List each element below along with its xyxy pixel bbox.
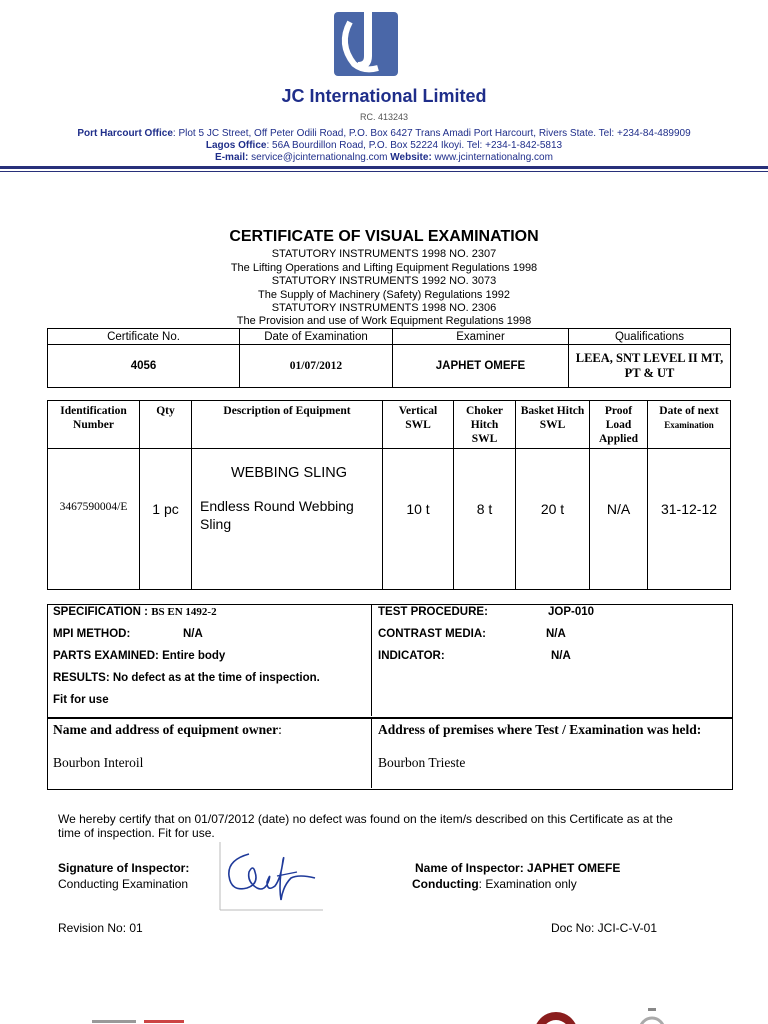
lagos-address: Lagos Office: 56A Bourdillon Road, P.O. Box 52224 Ikoyi. Tel: +234-1-842-5813: [205, 140, 563, 151]
regulation-line: The Lifting Operations and Lifting Equipment Regulations 1998: [230, 261, 538, 274]
owner-value: Bourbon Interoil: [53, 755, 144, 770]
accreditation-seal-icon: [632, 1006, 672, 1024]
certificate-title: CERTIFICATE OF VISUAL EXAMINATION: [229, 228, 539, 245]
contrast-media-label: CONTRAST MEDIA:: [378, 628, 486, 640]
qty-header: Qty: [140, 401, 192, 449]
cert-no-value: 4056: [48, 345, 240, 388]
description-value: [192, 449, 383, 590]
indicator-label: INDICATOR:: [378, 650, 445, 662]
vertical-swl-value: 10 t: [383, 449, 454, 590]
owner-divider: [371, 718, 372, 788]
regulation-line: STATUTORY INSTRUMENTS 1998 NO. 2306: [271, 302, 497, 314]
basket-swl-header: Basket Hitch SWL: [516, 401, 590, 449]
results-fit-for-use: Fit for use: [53, 694, 109, 706]
equipment-table: [47, 400, 731, 590]
specification-divider: [371, 604, 372, 716]
regulation-line: STATUTORY INSTRUMENTS 1998 NO. 2307: [271, 248, 497, 260]
regulation-line: STATUTORY INSTRUMENTS 1992 NO. 3073: [271, 275, 497, 287]
inspector-name: Name of Inspector: JAPHET OMEFE: [415, 861, 621, 875]
cert-no-header: Certificate No.: [48, 329, 240, 345]
qualifications-header: Qualifications: [569, 329, 731, 345]
examiner-header: Examiner: [393, 329, 569, 345]
company-name: JC International Limited: [281, 86, 487, 106]
regulation-line: The Provision and use of Work Equipment Regulations 1998: [236, 315, 532, 327]
equipment-description: Endless Round Webbing Sling: [200, 498, 354, 532]
inspector-signature: [219, 842, 323, 912]
indicator-value: N/A: [551, 650, 571, 662]
parts-examined: PARTS EXAMINED: Entire body: [53, 650, 226, 662]
results-line: RESULTS: No defect as at the time of inspection.: [53, 672, 320, 684]
choker-swl-header: Choker Hitch SWL: [454, 401, 516, 449]
revision-number: Revision No: 01: [58, 921, 143, 935]
header-rule-thick: [0, 166, 768, 169]
mpi-method-label: MPI METHOD:: [53, 628, 131, 640]
port-harcourt-address: Port Harcourt Office: Plot 5 JC Street, Off Peter Odili Road, P.O. Box 6427 Trans Amadi Port Harcourt, Rivers State. Tel: +234-84-489909: [77, 128, 691, 139]
certification-logo: [92, 1016, 188, 1024]
next-exam-header: Date of next Examination: [648, 401, 731, 449]
specification: SPECIFICATION : BS EN 1492-2: [53, 606, 217, 618]
test-procedure-value: JOP-010: [548, 606, 595, 618]
next-exam-value: 31-12-12: [648, 449, 731, 590]
certification-statement: We hereby certify that on 01/07/2012 (date) no defect was found on the item/s described on this Certificate as at the: [58, 812, 673, 826]
qty-value: 1 pc: [140, 449, 192, 590]
signature-sublabel: Conducting Examination: [58, 877, 189, 891]
premises-label: Address of premises where Test / Examination was held:: [378, 722, 702, 737]
regulation-line: The Supply of Machinery (Safety) Regulations 1992: [258, 288, 510, 301]
certification-statement-continued: time of inspection. Fit for use.: [58, 826, 215, 840]
certificate-info-table: [47, 328, 731, 388]
contrast-media-value: N/A: [546, 628, 566, 640]
signature-label: Signature of Inspector:: [58, 861, 190, 875]
conducting-line: Conducting: Examination only: [412, 877, 577, 891]
document-number: Doc No: JCI-C-V-01: [551, 921, 658, 935]
premises-value: Bourbon Trieste: [378, 755, 466, 770]
id-header: Identification Number: [48, 401, 140, 449]
proof-load-value: N/A: [590, 449, 648, 590]
owner-label: Name and address of equipment owner:: [53, 722, 282, 737]
rc-number: RC. 413243: [359, 112, 409, 122]
mpi-method-value: N/A: [183, 628, 203, 640]
examiner-value: JAPHET OMEFE: [393, 345, 569, 388]
proof-load-header: Proof Load Applied: [590, 401, 648, 449]
header-rule-thin: [0, 171, 768, 172]
contact-line: E-mail: service@jcinternationalng.com Website: www.jcinternationalng.com: [215, 152, 553, 163]
basket-swl-value: 20 t: [516, 449, 590, 590]
company-logo: [330, 10, 402, 80]
description-header: Description of Equipment: [192, 401, 383, 449]
choker-swl-value: 8 t: [454, 449, 516, 590]
date-header: Date of Examination: [240, 329, 393, 345]
equipment-type: WEBBING SLING: [230, 465, 348, 481]
id-value: 3467590004/E: [48, 449, 140, 590]
quality-seal-icon: [528, 1008, 584, 1024]
date-value: 01/07/2012: [240, 345, 393, 388]
qualifications-value: LEEA, SNT LEVEL II MT, PT & UT: [569, 345, 731, 388]
vertical-swl-header: Vertical SWL: [383, 401, 454, 449]
test-procedure-label: TEST PROCEDURE:: [378, 606, 488, 618]
